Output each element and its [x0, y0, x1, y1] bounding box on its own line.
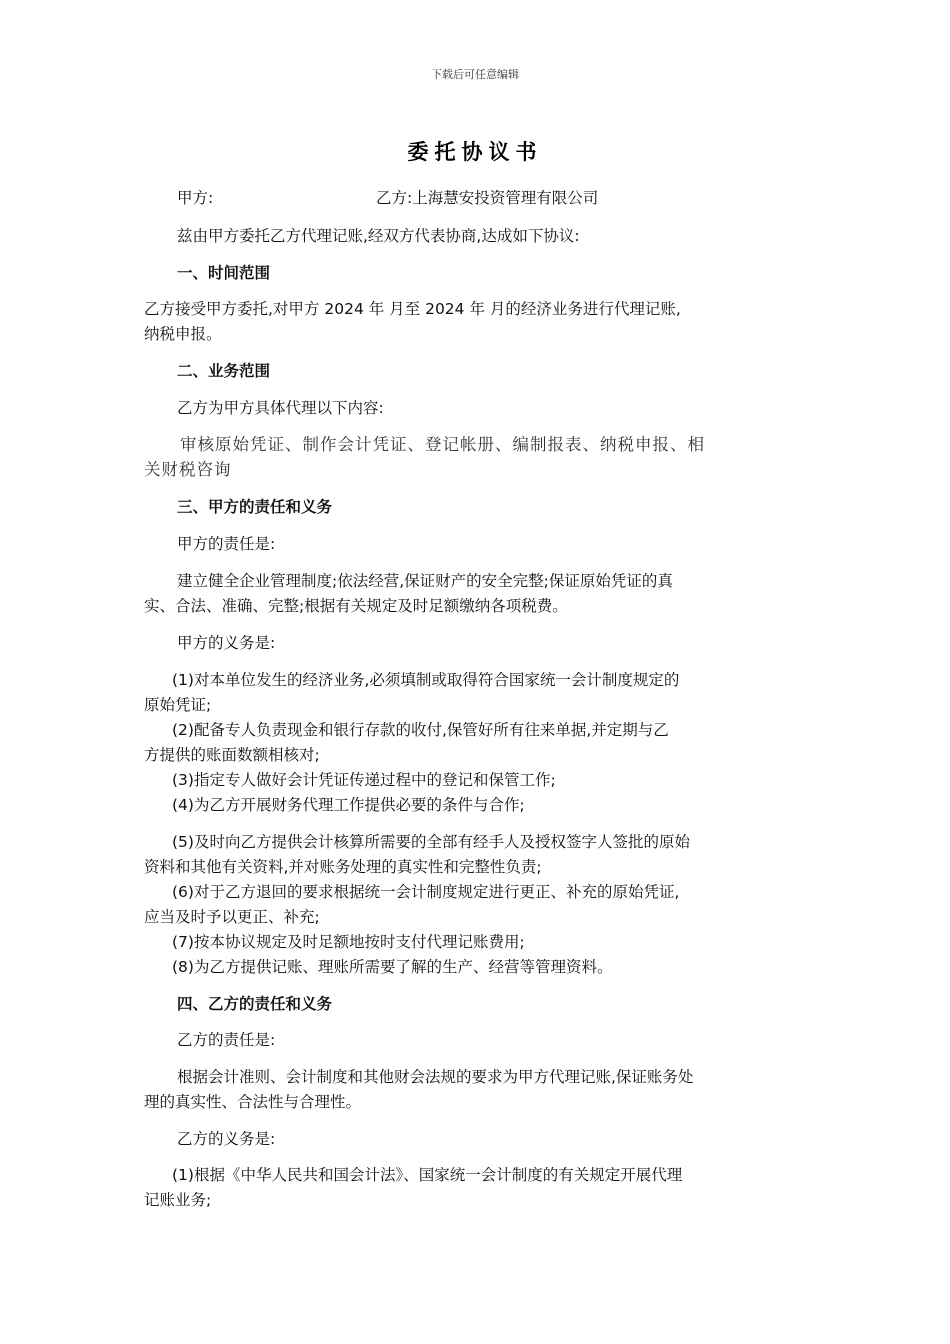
party-a-duty-8: (8)为乙方提供记账、理账所需要了解的生产、经营等管理资料。	[172, 958, 613, 976]
section-1-heading: 一、时间范围	[177, 264, 271, 282]
party-a-duty-7: (7)按本协议规定及时足额地按时支付代理记账费用;	[172, 933, 525, 951]
party-a-duty-6-line-2: 应当及时予以更正、补充;	[144, 908, 320, 926]
intro-paragraph: 兹由甲方委托乙方代理记账,经双方代表协商,达成如下协议:	[177, 227, 580, 245]
party-a-duty-3: (3)指定专人做好会计凭证传递过程中的登记和保管工作;	[172, 771, 556, 789]
party-a-duty-6-line-1: (6)对于乙方退回的要求根据统一会计制度规定进行更正、补充的原始凭证,	[172, 883, 680, 901]
party-a-responsibility-label: 甲方的责任是:	[177, 535, 276, 553]
page-header-note: 下载后可任意编辑	[431, 68, 519, 81]
party-a-label: 甲方:	[177, 189, 214, 207]
party-a-responsibility-line-2: 实、合法、准确、完整;根据有关规定及时足额缴纳各项税费。	[144, 597, 568, 615]
party-a-duty-5-line-2: 资料和其他有关资料,并对账务处理的真实性和完整性负责;	[144, 858, 542, 876]
party-b-label: 乙方:上海慧安投资管理有限公司	[376, 189, 599, 207]
section-2-heading: 二、业务范围	[177, 362, 271, 380]
document-title: 委托协议书	[407, 140, 543, 164]
section-1-line-2: 纳税申报。	[144, 325, 222, 343]
party-b-duty-1-line-1: (1)根据《中华人民共和国会计法》、国家统一会计制度的有关规定开展代理	[172, 1166, 683, 1184]
section-2-intro: 乙方为甲方具体代理以下内容:	[177, 399, 384, 417]
section-2-scope-line-2: 关财税咨询	[144, 460, 232, 479]
party-a-responsibility-line-1: 建立健全企业管理制度;依法经营,保证财产的安全完整;保证原始凭证的真	[177, 572, 673, 590]
party-b-responsibility-line-2: 理的真实性、合法性与合理性。	[144, 1093, 362, 1111]
party-a-duty-4: (4)为乙方开展财务代理工作提供必要的条件与合作;	[172, 796, 525, 814]
party-b-duty-label: 乙方的义务是:	[177, 1130, 276, 1148]
section-3-heading: 三、甲方的责任和义务	[177, 498, 333, 516]
party-a-duty-1-line-2: 原始凭证;	[144, 696, 212, 714]
section-2-scope-line-1: 审核原始凭证、制作会计凭证、登记帐册、编制报表、纳税申报、相	[180, 435, 705, 454]
party-a-duty-1-line-1: (1)对本单位发生的经济业务,必须填制或取得符合国家统一会计制度规定的	[172, 671, 680, 689]
party-a-duty-5-line-1: (5)及时向乙方提供会计核算所需要的全部有经手人及授权签字人签批的原始	[172, 833, 690, 851]
party-a-duty-2-line-1: (2)配备专人负责现金和银行存款的收付,保管好所有往来单据,并定期与乙	[172, 721, 669, 739]
party-b-responsibility-label: 乙方的责任是:	[177, 1031, 276, 1049]
party-b-duty-1-line-2: 记账业务;	[144, 1191, 212, 1209]
party-a-duty-2-line-2: 方提供的账面数额相核对;	[144, 746, 320, 764]
section-1-line-1: 乙方接受甲方委托,对甲方 2024 年 月至 2024 年 月的经济业务进行代理记账,	[144, 300, 681, 318]
party-a-duty-label: 甲方的义务是:	[177, 634, 276, 652]
section-4-heading: 四、乙方的责任和义务	[177, 995, 333, 1013]
party-b-responsibility-line-1: 根据会计准则、会计制度和其他财会法规的要求为甲方代理记账,保证账务处	[177, 1068, 694, 1086]
